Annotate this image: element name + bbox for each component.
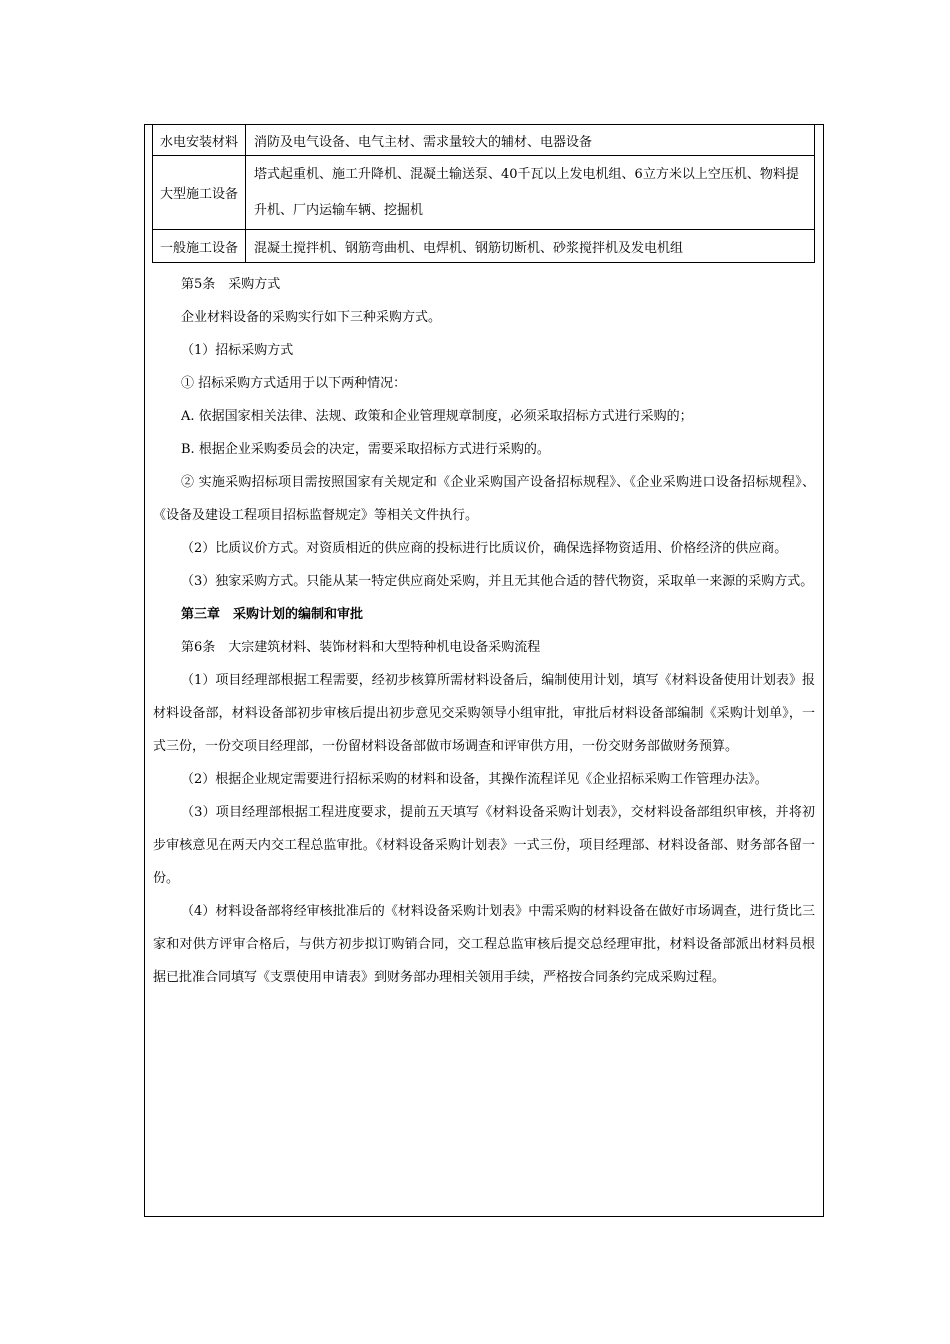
paragraph: （3）项目经理部根据工程进度要求，提前五天填写《材料设备采购计划表》，交材料设备部组织审核，并将初步审核意见在两天内交工程总监审批。《材料设备采购计划表》一式三份，项目经理部、材料设备部、财务部各留一份。 — [153, 805, 815, 886]
paragraph: ① 招标采购方式适用于以下两种情况： — [181, 376, 407, 391]
table-row — [153, 125, 815, 156]
chapter-3-heading: 第三章 采购计划的编制和审批 — [181, 607, 364, 622]
article-5-heading: 第5条 采购方式 — [181, 277, 281, 292]
paragraph: （4）材料设备部将经审核批准后的《材料设备采购计划表》中需采购的材料设备在做好市场调查，进行货比三家和对供方评审合格后，与供方初步拟订购销合同，交工程总监审核后提交总经理审批，材料设备部派出材料员根据已批准合同填写《支票使用申请表》到财务部办理相关领用手续，严格按合同条约完成采购过程。 — [153, 904, 815, 985]
items-cell: 塔式起重机、施工升降机、混凝土输送泵、40千瓦以上发电机组、6立方米以上空压机、物料提升机、厂内运输车辆、挖掘机 — [246, 156, 815, 230]
category-cell: 大型施工设备 — [153, 156, 246, 230]
paragraph: （3）独家采购方式。只能从某一特定供应商处采购，并且无其他合适的替代物资，采取单一来源的采购方式。 — [181, 574, 814, 589]
table-row — [153, 230, 815, 263]
category-cell: 一般施工设备 — [153, 230, 246, 263]
paragraph: B. 根据企业采购委员会的决定，需要采取招标方式进行采购的。 — [181, 442, 550, 457]
article-6-heading: 第6条 大宗建筑材料、装饰材料和大型特种机电设备采购流程 — [181, 640, 541, 655]
paragraph: 企业材料设备的采购实行如下三种采购方式。 — [181, 310, 442, 325]
paragraph: （1）招标采购方式 — [181, 343, 294, 358]
paragraph: （2）比质议价方式。对资质相近的供应商的投标进行比质议价，确保选择物资适用、价格经济的供应商。 — [181, 541, 788, 556]
paragraph: A. 依据国家相关法律、法规、政策和企业管理规章制度，必须采取招标方式进行采购的； — [181, 409, 693, 424]
document-body — [153, 268, 815, 994]
paragraph: （2）根据企业规定需要进行招标采购的材料和设备，其操作流程详见《企业招标采购工作管理办法》。 — [181, 772, 768, 787]
paragraph: ② 实施采购招标项目需按照国家有关规定和《企业采购国产设备招标规程》、《企业采购进口设备招标规程》、《设备及建设工程项目招标监督规定》等相关文件执行。 — [153, 475, 815, 523]
category-cell: 水电安装材料 — [153, 125, 246, 156]
items-cell: 混凝土搅拌机、钢筋弯曲机、电焊机、钢筋切断机、砂浆搅拌机及发电机组 — [246, 230, 815, 263]
paragraph: （1）项目经理部根据工程需要，经初步核算所需材料设备后，编制使用计划，填写《材料设备使用计划表》报材料设备部，材料设备部初步审核后提出初步意见交采购领导小组审批，审批后材料设备部编制《采购计划单》，一式三份，一份交项目经理部，一份留材料设备部做市场调查和评审供方用，一份交财务部做财务预算。 — [153, 673, 815, 754]
items-cell: 消防及电气设备、电气主材、需求量较大的辅材、电器设备 — [246, 125, 815, 156]
table-row — [153, 156, 815, 230]
equipment-category-table — [152, 124, 815, 263]
